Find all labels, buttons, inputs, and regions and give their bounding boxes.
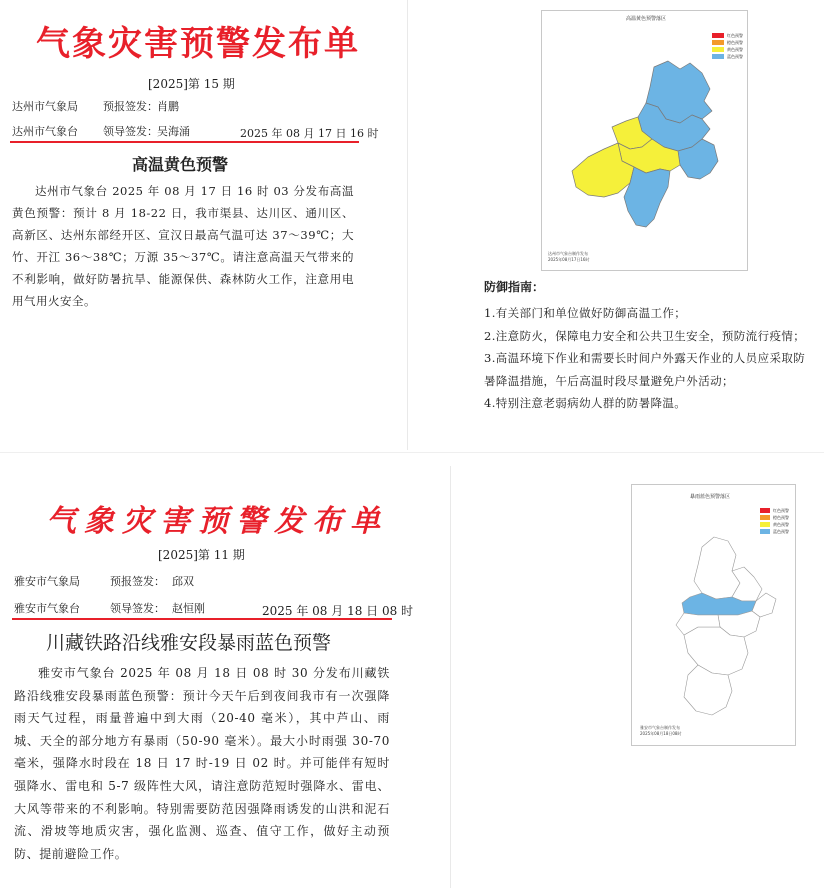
issuing-org: 达州市气象局 (12, 100, 78, 113)
warning-area-map (541, 10, 748, 271)
map-title: 暴雨蓝色预警落区 (690, 494, 731, 500)
leader-signer-name: 赵恒刚 (172, 602, 205, 615)
guide-item: 1.有关部门和单位做好防御高温工作； (484, 306, 687, 320)
panel-divider (0, 452, 824, 453)
red-rule (12, 618, 392, 620)
dazhou-county-map (542, 11, 747, 270)
warning-headline: 川藏铁路沿线雅安段暴雨蓝色预警 (46, 632, 332, 654)
forecast-signer-name: 邱双 (172, 575, 194, 588)
warning-body: 达州市气象台 2025 年 08 月 17 日 16 时 03 分发布高温黄色预警：预计 8 月 18-22 日，我市渠县、达川区、通川区、高新区、达州东部经开区、宣汉日最高气温可达 37～39℃；大竹、开江 36～38℃；万源 35～37℃。请注意高温天气带来的不利影响，做好防暑抗旱、能源保供、森林防火工作，注意用电用气用火安全。 (12, 184, 354, 308)
map-issuer-note (640, 725, 681, 737)
guide-item: 4.特别注意老弱病幼人群的防暑降温。 (484, 396, 687, 410)
forecast-signer-name: 肖鹏 (157, 100, 179, 113)
panel-divider (450, 466, 451, 888)
region-baoxing (694, 537, 740, 599)
yaan-county-map (632, 485, 795, 745)
legend-label: 黄色预警 (727, 46, 743, 52)
defense-guide-title: 防御指南： (484, 280, 545, 294)
forecast-signer-label: 预报签发： (110, 575, 165, 588)
legend-label: 蓝色预警 (727, 53, 743, 59)
map-title: 高温黄色预警落区 (626, 16, 667, 22)
legend-label: 橙色预警 (773, 514, 789, 520)
warning-headline: 高温黄色预警 (132, 155, 229, 174)
legend-label: 蓝色预警 (773, 528, 789, 534)
map-note-line: 雅安市气象台制作发布 (640, 725, 680, 730)
legend-label: 黄色预警 (773, 521, 789, 527)
red-rule (10, 141, 359, 143)
masthead-title: 气象灾害预警发布单 (46, 504, 388, 539)
panel-divider (407, 0, 408, 450)
guide-item: 3.高温环境下作业和需要长时间户外露天作业的人员应采取防暑降温措施，午后高温时段尽量避免户外活动； (484, 351, 806, 388)
map-issuer-note (548, 251, 589, 263)
map-note-line: 2025年08月18日08时 (640, 731, 682, 736)
leader-signer-label: 领导签发： (110, 602, 165, 615)
issuing-org: 雅安市气象局 (14, 575, 80, 588)
warning-area-map (631, 484, 796, 746)
guide-item: 2.注意防火，保障电力安全和公共卫生安全，预防流行疫情； (484, 328, 806, 343)
warning-body: 雅安市气象台 2025 年 08 月 18 日 08 时 30 分发布川藏铁路沿线雅安段暴雨蓝色预警：预计今天午后到夜间我市有一次强降雨天气过程，雨量普遍中到大雨（20-40 毫米），其中芦山、雨城、天全的部分地方有暴雨（50-90 毫米）。最大小时雨强 30-70 毫米，强降水时段在 18 日 17 时-19 日 02 时。并可能伴有短时强降水、雷电和 5-7 级阵性大风，请注意防范短时强降水、雷电、大风等带来的不利影响。特别需要防范因强降雨诱发的山洪和泥石流、滑坡等地质灾害，强化监测、巡查、值守工作，做好主动预防、提前避险工作。 (14, 666, 390, 861)
leader-signer-label: 领导签发： (103, 125, 158, 138)
defense-guide-list (484, 302, 814, 415)
map-note-line: 2025年08月17日16时 (548, 257, 590, 262)
issue-number: [2025]第 15 期 (148, 77, 235, 91)
legend-label: 红色预警 (773, 507, 789, 513)
legend-label: 橙色预警 (727, 39, 743, 45)
forecast-signer-label: 预报签发： (103, 100, 158, 113)
issue-datetime: 2025 年 08 月 17 日 16 时 (240, 127, 379, 140)
issuing-station: 达州市气象台 (12, 125, 78, 138)
issuing-station: 雅安市气象台 (14, 602, 80, 615)
map-note-line: 达州市气象台制作发布 (548, 251, 588, 256)
legend-label: 红色预警 (727, 32, 743, 38)
issue-number: [2025]第 11 期 (158, 548, 245, 562)
masthead-title: 气象灾害预警发布单 (36, 24, 360, 64)
leader-signer-name: 吴海涌 (157, 125, 190, 138)
issue-datetime: 2025 年 08 月 18 日 08 时 (262, 604, 414, 618)
